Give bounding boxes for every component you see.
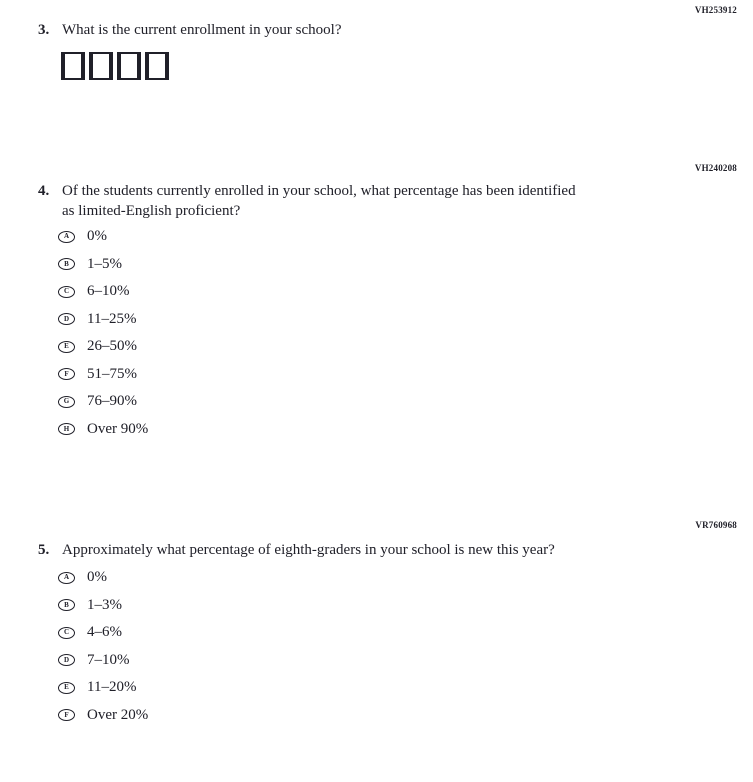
option-label: 1–5% <box>87 255 122 272</box>
question-3-number: 3. <box>38 22 50 38</box>
enrollment-digit-boxes <box>61 52 173 80</box>
option-bubble-g[interactable]: G <box>58 396 75 408</box>
question-5-number: 5. <box>38 542 50 558</box>
option-label: Over 90% <box>87 420 149 437</box>
option-label: 7–10% <box>87 651 130 668</box>
option-bubble-e[interactable]: E <box>58 682 75 694</box>
option-label: 0% <box>87 228 107 245</box>
option-bubble-a[interactable]: A <box>58 231 75 243</box>
question-4-number: 4. <box>38 183 50 199</box>
option-label: 6–10% <box>87 283 130 300</box>
option-row <box>58 702 148 730</box>
option-label: 0% <box>87 569 107 586</box>
option-label: 76–90% <box>87 393 137 410</box>
question-4-options <box>58 223 148 443</box>
option-row <box>58 416 148 444</box>
option-label: 1–3% <box>87 596 122 613</box>
option-label: 26–50% <box>87 338 137 355</box>
question-4-text: Of the students currently enrolled in your school, what percentage has been identified as limited-English proficient? <box>62 183 576 219</box>
option-bubble-c[interactable]: C <box>58 627 75 639</box>
option-bubble-c[interactable]: C <box>58 286 75 298</box>
option-bubble-f[interactable]: F <box>58 709 75 721</box>
option-label: Over 20% <box>87 706 149 723</box>
question-code-4: VH240208 <box>694 163 737 173</box>
option-label: 51–75% <box>87 365 137 382</box>
option-label: 11–20% <box>87 679 137 696</box>
option-row <box>58 647 148 675</box>
option-row <box>58 619 148 647</box>
option-bubble-f[interactable]: F <box>58 368 75 380</box>
question-4 <box>38 181 582 221</box>
option-row <box>58 223 148 251</box>
option-row <box>58 361 148 389</box>
option-label: 4–6% <box>87 624 122 641</box>
enrollment-digit-box-4[interactable] <box>145 52 169 80</box>
option-row <box>58 564 148 592</box>
question-3-text: What is the current enrollment in your school? <box>62 22 342 38</box>
option-bubble-d[interactable]: D <box>58 654 75 666</box>
option-label: 11–25% <box>87 310 137 327</box>
option-row <box>58 278 148 306</box>
option-bubble-e[interactable]: E <box>58 341 75 353</box>
option-bubble-b[interactable]: B <box>58 258 75 270</box>
enrollment-digit-box-2[interactable] <box>89 52 113 80</box>
enrollment-digit-box-3[interactable] <box>117 52 141 80</box>
option-bubble-a[interactable]: A <box>58 572 75 584</box>
question-code-3: VH253912 <box>694 5 737 15</box>
option-row <box>58 592 148 620</box>
enrollment-digit-box-1[interactable] <box>61 52 85 80</box>
option-bubble-d[interactable]: D <box>58 313 75 325</box>
question-5 <box>38 540 555 560</box>
option-bubble-b[interactable]: B <box>58 599 75 611</box>
question-5-options <box>58 564 148 729</box>
option-bubble-h[interactable]: H <box>58 423 75 435</box>
option-row <box>58 388 148 416</box>
option-row <box>58 674 148 702</box>
question-code-5: VR760968 <box>695 520 737 530</box>
option-row <box>58 306 148 334</box>
question-3 <box>38 20 342 40</box>
option-row <box>58 251 148 279</box>
question-5-text: Approximately what percentage of eighth-graders in your school is new this year? <box>62 542 555 558</box>
option-row <box>58 333 148 361</box>
